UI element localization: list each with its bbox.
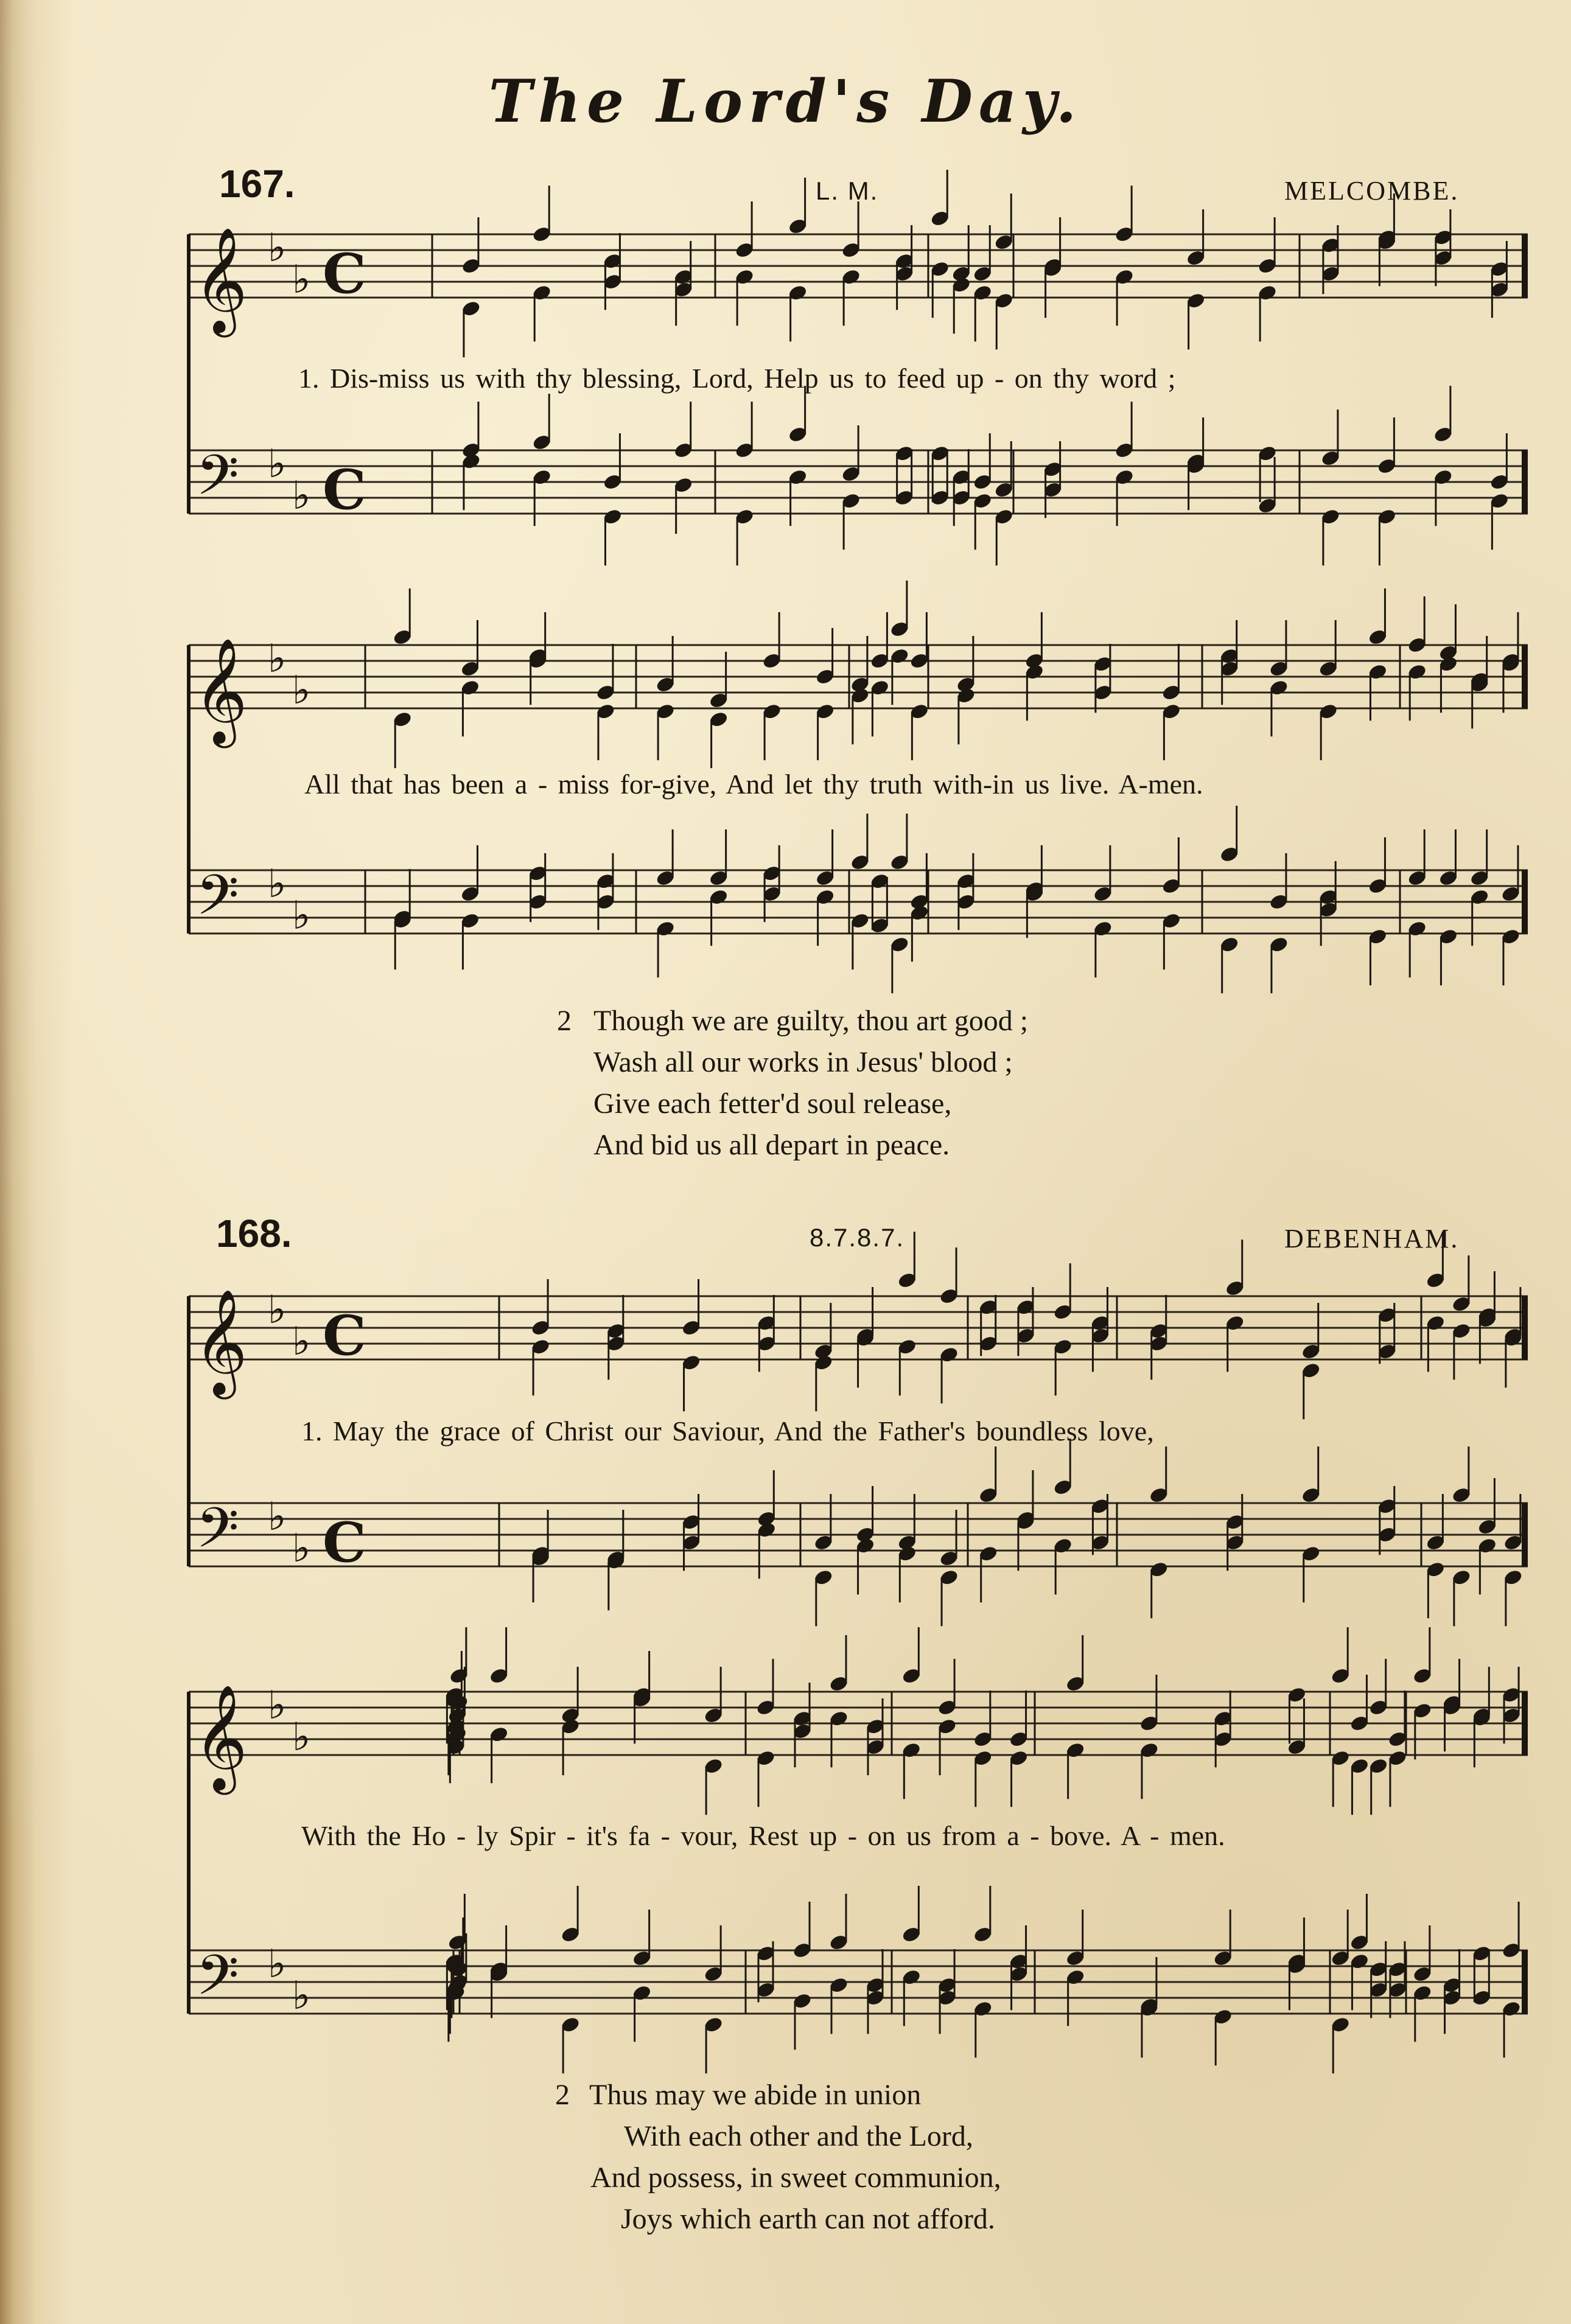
stanza-line: And bid us all depart in peace. — [593, 1129, 950, 1161]
flat-icon: ♭ — [268, 1942, 287, 1987]
flat-icon: ♭ — [292, 1526, 311, 1571]
flat-icon: ♭ — [268, 442, 287, 487]
flat-icon: ♭ — [268, 862, 287, 907]
bass-clef-icon: 𝄢 — [196, 863, 239, 941]
treble-clef-icon: 𝄞 — [194, 1684, 248, 1790]
stanza-line: Give each fetter'd soul release, — [593, 1087, 952, 1120]
hymn-number: 167. — [219, 162, 295, 206]
hymn-meter: 8.7.8.7. — [810, 1223, 905, 1252]
lyrics-line: All that has been a - miss for-give, And let thy truth with-in us live. A-men. — [304, 769, 1203, 800]
flat-icon: ♭ — [292, 668, 311, 713]
flat-icon: ♭ — [292, 1715, 311, 1760]
lyrics-line: 1. Dis-miss us with thy blessing, Lord, Help us to feed up - on thy word ; — [298, 363, 1176, 394]
treble-clef-icon: 𝄞 — [194, 1289, 248, 1395]
stanza-line: And possess, in sweet communion, — [590, 2162, 1001, 2194]
flat-icon: ♭ — [268, 226, 287, 271]
stanza-line: With each other and the Lord, — [624, 2120, 973, 2152]
hymn-meter: L. M. — [816, 176, 879, 205]
bass-clef-icon: 𝄢 — [196, 443, 239, 521]
stanza-line: Thus may we abide in union — [589, 2079, 922, 2111]
flat-icon: ♭ — [292, 473, 311, 518]
common-time-icon: C — [323, 1510, 366, 1575]
common-time-icon: C — [323, 458, 366, 522]
stanza-number: 2 — [555, 2079, 570, 2111]
tune-name: MELCOMBE. — [1284, 176, 1460, 206]
flat-icon: ♭ — [292, 893, 311, 938]
stanza-number: 2 — [557, 1005, 572, 1037]
flat-icon: ♭ — [268, 637, 287, 682]
bass-clef-icon: 𝄢 — [196, 1943, 239, 2021]
lyrics-line: With the Ho - ly Spir - it's fa - vour, Rest up - on us from a - bove. A - men. — [301, 1820, 1225, 1851]
page-title: The Lord's Day. — [488, 67, 1083, 136]
common-time-icon: C — [323, 1303, 366, 1368]
flat-icon: ♭ — [292, 1319, 311, 1364]
flat-icon: ♭ — [292, 1973, 311, 2019]
stanza-line: Wash all our works in Jesus' blood ; — [593, 1046, 1013, 1078]
treble-clef-icon: 𝄞 — [194, 227, 248, 333]
stanza-line: Joys which earth can not afford. — [621, 2203, 995, 2235]
treble-clef-icon: 𝄞 — [194, 638, 248, 744]
hymn-number: 168. — [216, 1212, 292, 1255]
common-time-icon: C — [323, 242, 366, 306]
flat-icon: ♭ — [268, 1495, 287, 1540]
lyrics-line: 1. May the grace of Christ our Saviour, And the Father's boundless love, — [301, 1415, 1154, 1446]
flat-icon: ♭ — [268, 1683, 287, 1728]
flat-icon: ♭ — [268, 1288, 287, 1333]
flat-icon: ♭ — [292, 257, 311, 302]
stanza-line: Though we are guilty, thou art good ; — [593, 1005, 1029, 1037]
tune-name: DEBENHAM. — [1284, 1224, 1460, 1254]
bass-clef-icon: 𝄢 — [196, 1496, 239, 1574]
